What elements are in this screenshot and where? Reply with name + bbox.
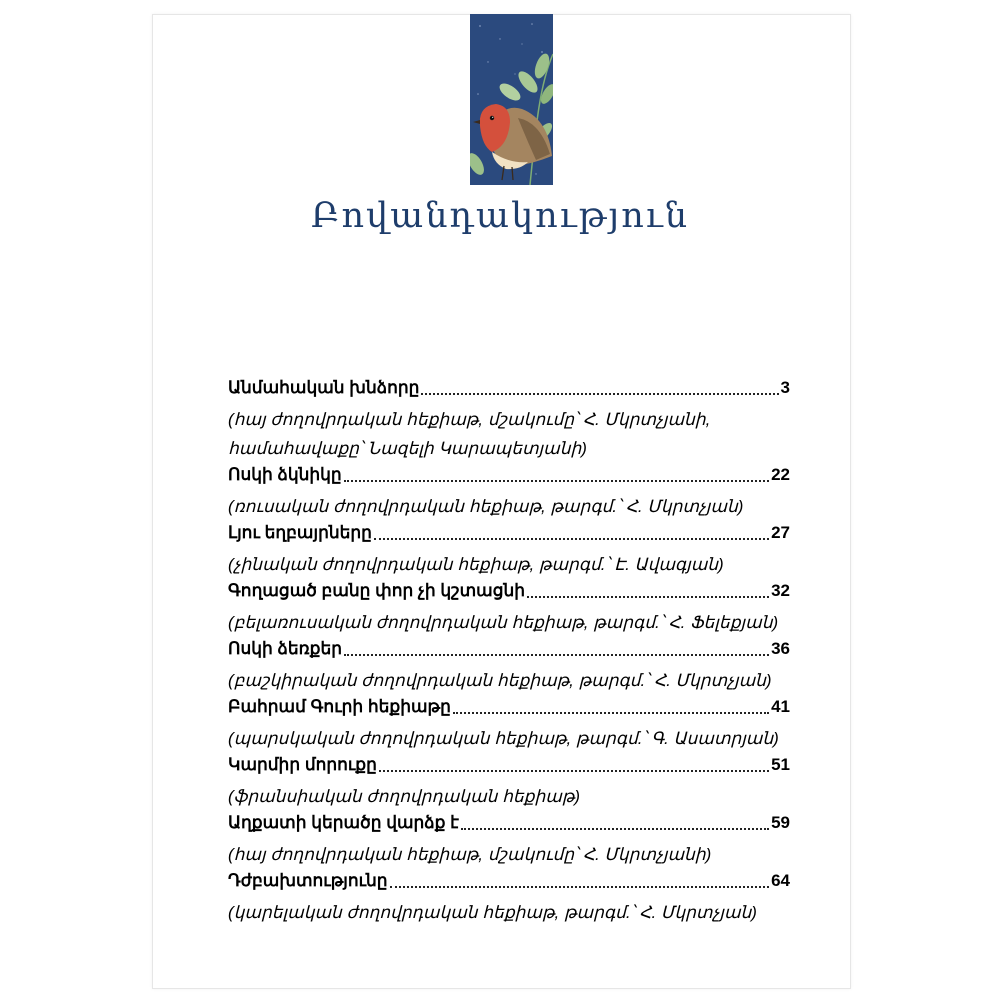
toc-dot-leader <box>461 828 769 830</box>
toc-entry-line <box>228 871 790 900</box>
toc-entry <box>228 813 790 871</box>
toc-page-number: 51 <box>771 755 790 774</box>
toc-entry-title: Լյու եղբայրները <box>228 523 372 542</box>
toc-entry-line <box>228 813 790 842</box>
toc-entry-subtitle: համահավաքը՝ Նազելի Կարապետյանի) <box>228 439 587 458</box>
toc-entry-title: Կարմիր մորուքը <box>228 755 377 774</box>
robin-bird-icon <box>470 14 553 185</box>
toc-entry-subtitle: (պարսկական ժողովրդական հեքիաթ, թարգմ.՝ Գ. Ասատրյան) <box>228 729 779 748</box>
toc-entry-title: Ոսկի ձկնիկը <box>228 465 342 484</box>
toc-entry-subtitle: (հայ ժողովրդական հեքիաթ, մշակումը՝ Հ. Մկրտչյանի, <box>228 410 711 429</box>
toc-entry-line <box>228 581 790 610</box>
toc-entry-title: Գողացած բանը փոր չի կշտացնի <box>228 581 526 600</box>
toc-page-number: 64 <box>771 871 790 890</box>
toc-entry-subtitle: (բելառուսական ժողովրդական հեքիաթ, թարգմ.՝ Հ. Ֆելեքյան) <box>228 613 779 632</box>
toc-entry-title: Դժբախտությունը <box>228 871 388 890</box>
toc-page-number: 36 <box>771 639 790 658</box>
toc-entry-line <box>228 378 790 407</box>
toc-page-number: 32 <box>771 581 790 600</box>
toc-entry <box>228 871 790 929</box>
toc-entry-title: Ոսկի ձեռքեր <box>228 639 342 658</box>
toc-entry-subtitle: (չինական ժողովրդական հեքիաթ, թարգմ.՝ Է. Ավագյան) <box>228 555 724 574</box>
toc-dot-leader <box>390 886 770 888</box>
toc-entry-line <box>228 465 790 494</box>
page-title: Բովանդակություն <box>310 196 690 236</box>
toc-entry-line <box>228 755 790 784</box>
toc-entry <box>228 697 790 755</box>
table-of-contents <box>228 378 790 929</box>
toc-entry <box>228 755 790 813</box>
toc-dot-leader <box>379 770 769 772</box>
toc-dot-leader <box>344 480 769 482</box>
toc-entry-subtitle: (բաշկիրական ժողովրդական հեքիաթ, թարգմ.՝ Հ. Մկրտչյան) <box>228 671 772 690</box>
toc-entry-line <box>228 697 790 726</box>
toc-page-number: 22 <box>771 465 790 484</box>
toc-page-number: 59 <box>771 813 790 832</box>
toc-entry-subtitle: (ֆրանսիական ժողովրդական հեքիաթ) <box>228 787 581 806</box>
toc-entry <box>228 465 790 523</box>
toc-dot-leader <box>527 596 769 598</box>
toc-entry <box>228 523 790 581</box>
toc-dot-leader <box>344 654 769 656</box>
toc-entry-line <box>228 639 790 668</box>
toc-page-number: 27 <box>771 523 790 542</box>
toc-entry-subtitle: (կարելական ժողովրդական հեքիաթ, թարգմ.՝ Հ. Մկրտչյան) <box>228 903 757 922</box>
toc-dot-leader <box>374 538 769 540</box>
toc-entry-line <box>228 523 790 552</box>
toc-page-number: 41 <box>771 697 790 716</box>
toc-dot-leader <box>421 393 778 395</box>
toc-entry <box>228 378 790 465</box>
toc-entry-title: Բահրամ Գուրի հեքիաթը <box>228 697 451 716</box>
toc-entry <box>228 581 790 639</box>
toc-entry-subtitle: (հայ ժողովրդական հեքիաթ, մշակումը՝ Հ. Մկրտչյանի) <box>228 845 712 864</box>
toc-entry <box>228 639 790 697</box>
toc-entry-title: Անմահական խնձորը <box>228 378 420 397</box>
toc-entry-title: Աղքատի կերածը վարձք է <box>228 813 459 832</box>
toc-entry-subtitle: (ռուսական ժողովրդական հեքիաթ, թարգմ.՝ Հ. Մկրտչյան) <box>228 497 744 516</box>
toc-page-number: 3 <box>780 378 790 397</box>
toc-dot-leader <box>453 712 769 714</box>
